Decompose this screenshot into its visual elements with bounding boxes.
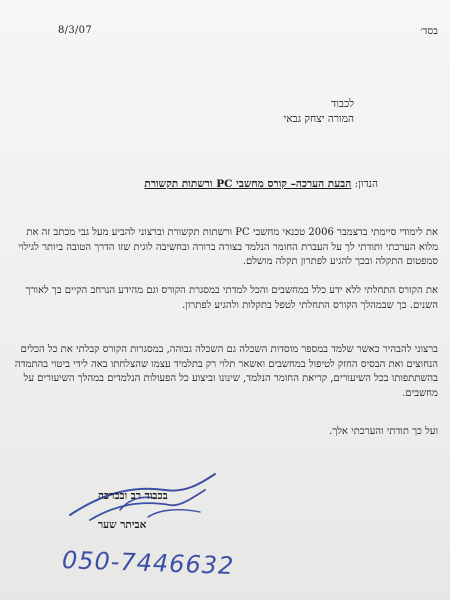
- closing-line: ועל כך תודתי והערכתי אלך.: [329, 426, 438, 437]
- subject-text: הבעת הערכה– קורס מחשבי PC ורשתות תקשורת: [144, 178, 352, 190]
- sender-name: אביתר שער: [98, 519, 147, 531]
- subject-label: הנדון:: [354, 178, 378, 190]
- letter-date: 8/3/07: [58, 25, 92, 36]
- subject-line: [144, 178, 378, 190]
- closing-blessing: בכבוד רב ובברכה: [98, 490, 168, 502]
- recipient-salutation: לכבוד: [331, 98, 354, 110]
- body-paragraph-1: את לימודי סיימתי בדצמבר 2006 טכנאי מחשבי PC ורשתות תקשורת וברצוני להביע מעל גבי מכתב זה את מלוא הערכתי ותודתי לך על העברת החומר הנלמד בצורה ברורה ובחשיבה לוגית שזו הדרך הטובה ביותר לגילוי סמפטום התקלה ובכך להגיע לפתרון תקלה מושלם.: [18, 227, 438, 268]
- body-paragraph-2: את הקורס התחלתי ללא ידע כלל במחשבים והכל למדתי במסגרת הקורס וגם מהידע הנרחב הקיים בך לאורך השנים. כך שבמהלך הקורס התחלתי לטפל בתקלות ולהגיע לפתרון.: [25, 285, 438, 311]
- bsd-header: בסד׳: [420, 26, 438, 37]
- body-paragraph-3: ברצוני להבהיר כאשר שלמד במספר מוסדות השכלה גם השכלה גבוהה, במסגרות הקורס קבלתי את כל הכלים הנחוצים ואת הבסיס החזק לטיפול במחשבים ואשאר תלוי רק בתלמיד עצמו שהצלחתו באה לידי ביטוי בהתמדה בהשתתפותו בכל השיעורים, קריאת החומר הנלמד, שינונו וביצוע כל הפעולות הנלמדים במהלך השיעורים על מחשבים.: [14, 344, 438, 399]
- recipient-name: המורה יצחק גבאי: [283, 113, 354, 125]
- handwritten-phone-number: 050-7446632: [61, 546, 235, 581]
